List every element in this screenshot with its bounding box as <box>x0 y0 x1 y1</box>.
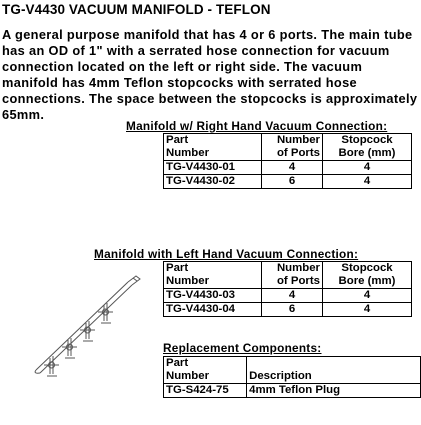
header-text: Number <box>276 262 320 274</box>
product-description: A general purpose manifold that has 4 or 6 ports. The main tube has an OD of 1" with a serrated hose connection for vacuum connection located on the left or right side. The vacuum manifold has 4mm Teflon stopcocks with serrated hose connections. The space between the stopcocks is approximately 65mm. <box>2 27 418 122</box>
table-header-row <box>164 262 412 289</box>
bore-cell: 4 <box>323 289 412 303</box>
header-text: Part <box>166 262 189 274</box>
header-text: Number <box>276 134 320 146</box>
table-header-row <box>164 134 412 161</box>
ports-header <box>262 262 323 289</box>
part-number-header <box>164 134 262 161</box>
ports-cell: 4 <box>262 161 323 175</box>
bore-header <box>323 134 412 161</box>
part-number-header <box>164 357 247 384</box>
ports-cell: 4 <box>262 289 323 303</box>
header-text: Description <box>249 370 312 382</box>
table-header-row <box>164 357 421 384</box>
left-hand-table <box>163 261 412 317</box>
product-title: TG-V4430 VACUUM MANIFOLD - TEFLON <box>2 2 271 17</box>
header-text: Part <box>166 134 189 146</box>
part-number-cell: TG-V4430-03 <box>164 289 262 303</box>
ports-cell: 6 <box>262 303 323 317</box>
bore-cell: 4 <box>323 161 412 175</box>
header-text: Number <box>166 370 210 382</box>
header-text: Part <box>166 357 189 369</box>
left-hand-heading: Manifold with Left Hand Vacuum Connection: <box>94 247 359 261</box>
table-row <box>164 161 412 175</box>
bore-cell: 4 <box>323 175 412 189</box>
header-text: of Ports <box>276 147 320 159</box>
header-text: Bore (mm) <box>338 275 396 287</box>
part-number-cell: TG-V4430-04 <box>164 303 262 317</box>
replacement-table <box>163 356 421 398</box>
right-hand-table <box>163 133 412 189</box>
header-text: Number <box>166 147 210 159</box>
table-row <box>164 175 412 189</box>
part-number-cell: TG-V4430-01 <box>164 161 262 175</box>
manifold-illustration <box>0 270 160 385</box>
table-row <box>164 384 421 398</box>
right-hand-heading: Manifold w/ Right Hand Vacuum Connection: <box>126 119 388 133</box>
table-row <box>164 303 412 317</box>
description-header <box>247 357 421 384</box>
header-text: Stopcock <box>341 134 393 146</box>
ports-header <box>262 134 323 161</box>
replacement-heading: Replacement Components: <box>163 341 322 355</box>
header-text: Bore (mm) <box>338 147 396 159</box>
bore-header <box>323 262 412 289</box>
header-text: of Ports <box>276 275 320 287</box>
description-cell: 4mm Teflon Plug <box>247 384 421 398</box>
part-number-cell: TG-V4430-02 <box>164 175 262 189</box>
part-number-header <box>164 262 262 289</box>
ports-cell: 6 <box>262 175 323 189</box>
header-text: Number <box>166 275 210 287</box>
table-row <box>164 289 412 303</box>
part-number-cell: TG-S424-75 <box>164 384 247 398</box>
bore-cell: 4 <box>323 303 412 317</box>
header-text: Stopcock <box>341 262 393 274</box>
